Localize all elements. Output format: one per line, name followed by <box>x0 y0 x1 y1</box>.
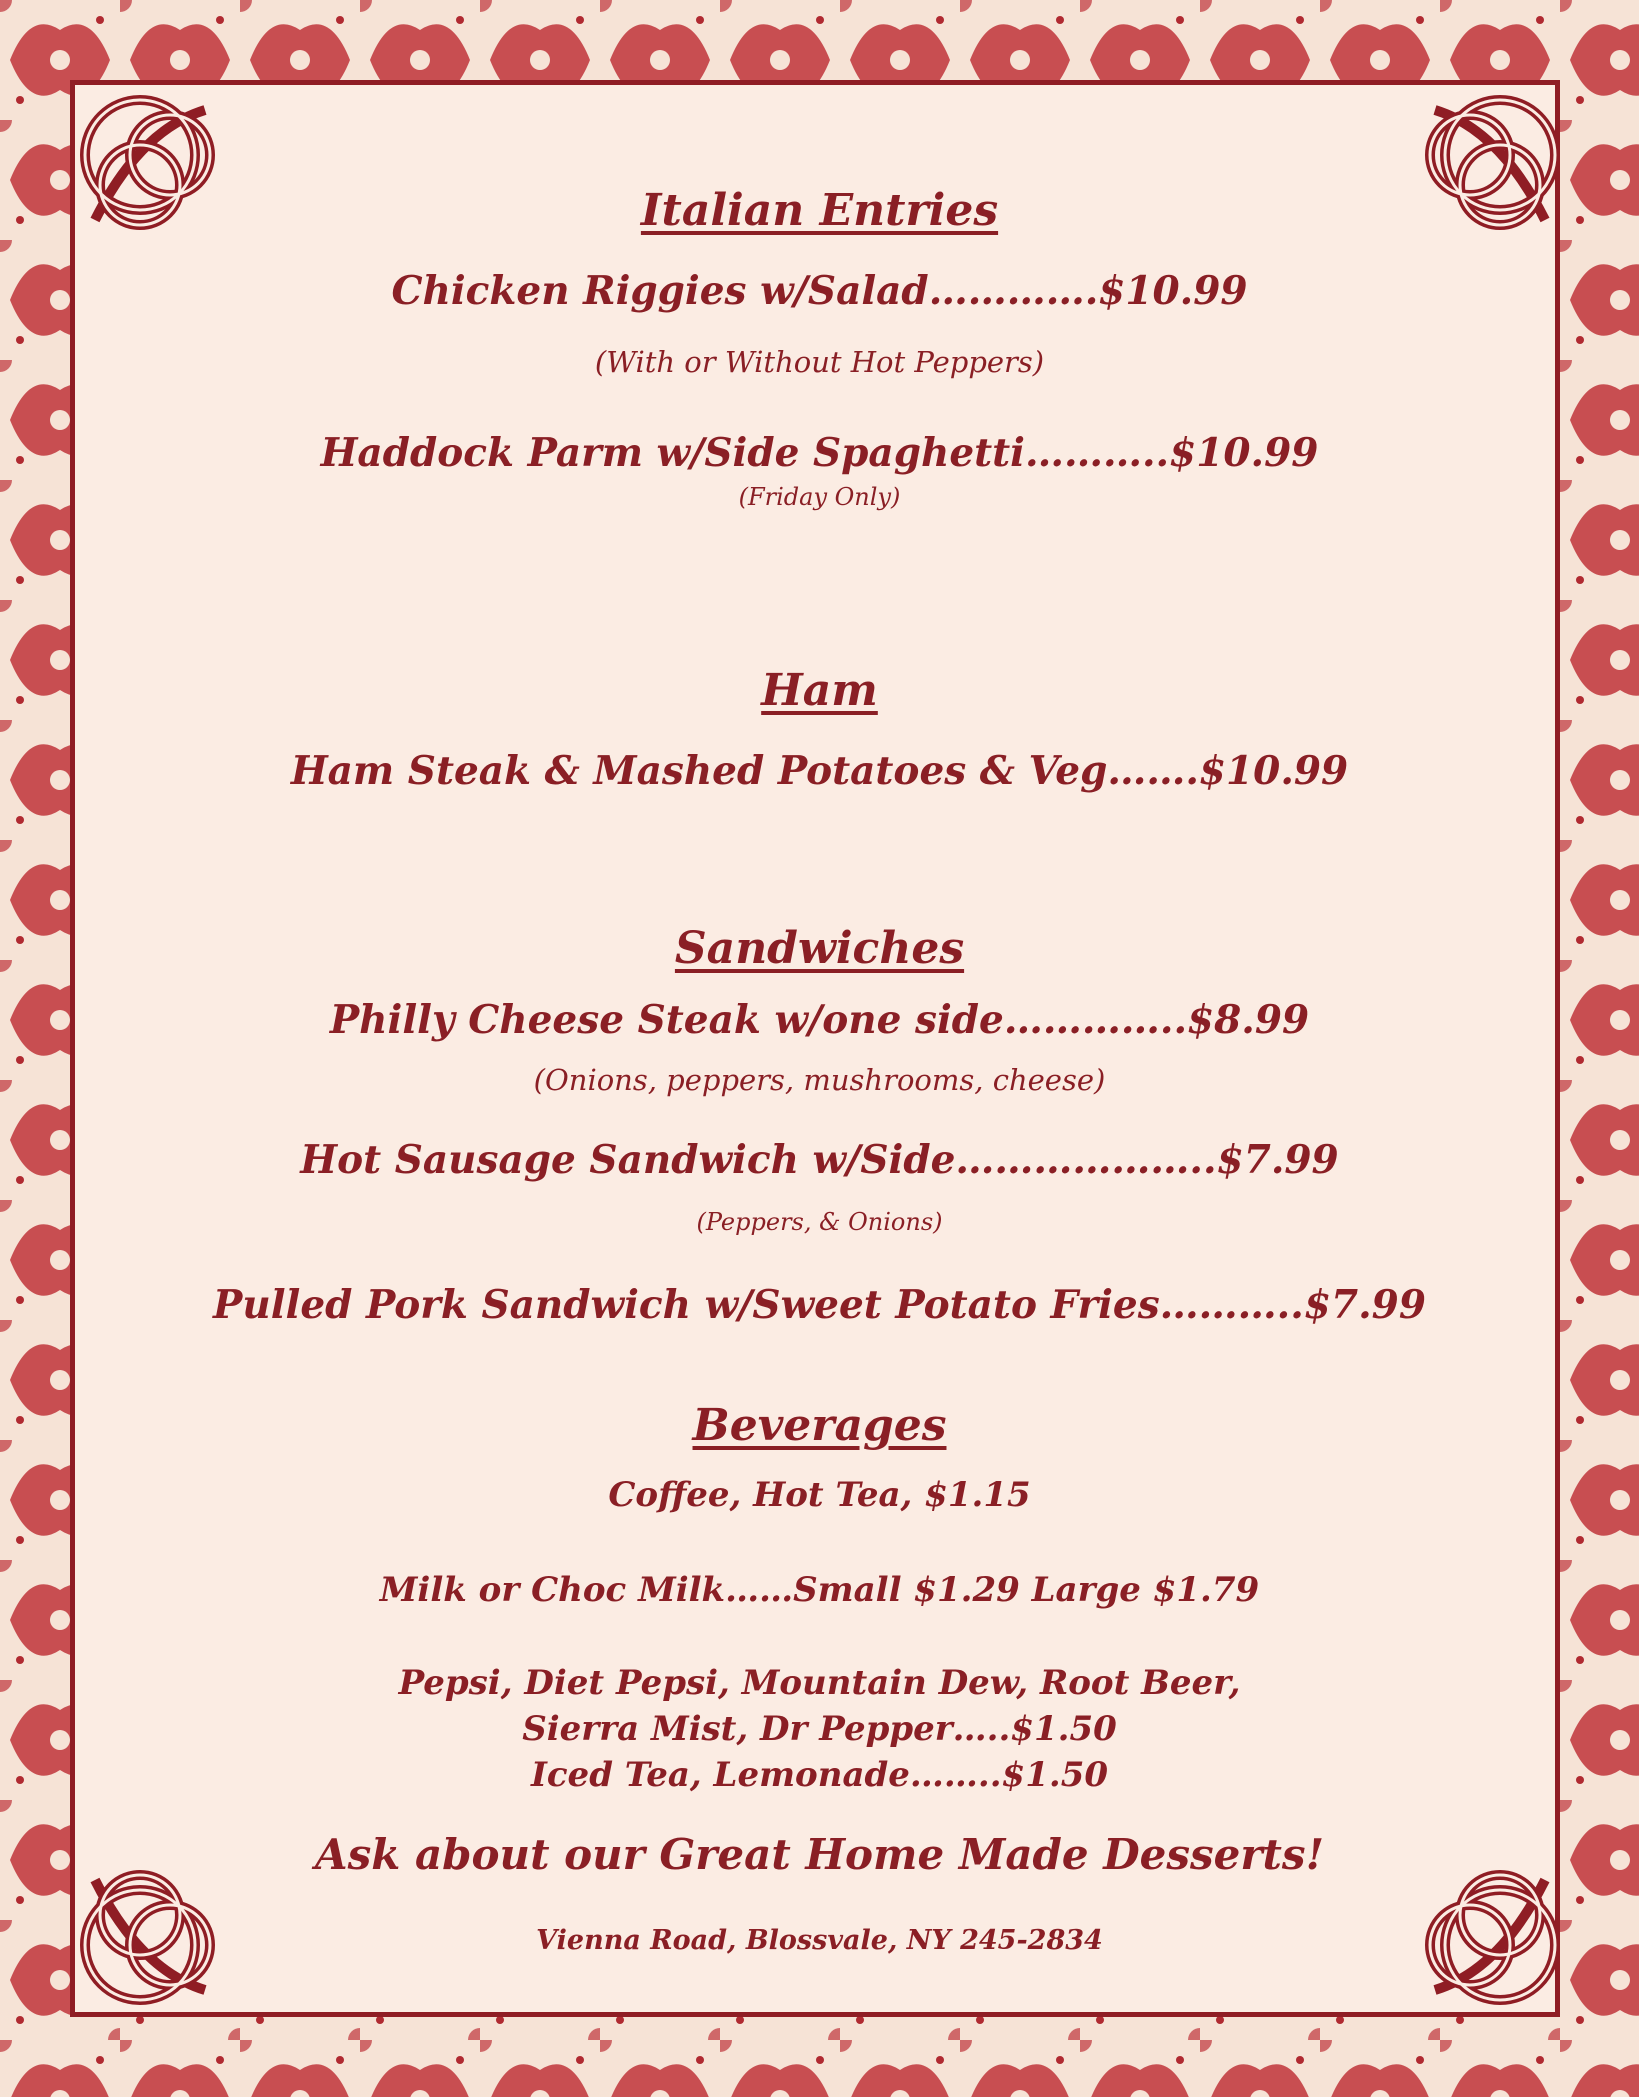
menu-item-note: (Friday Only) <box>738 483 901 511</box>
section-title-italian: Italian Entries <box>640 185 999 236</box>
beverage-sodas-price: Sierra Mist, Dr Pepper…..$1.50 <box>522 1709 1117 1749</box>
section-title-sandwiches: Sandwiches <box>674 923 965 974</box>
menu-item-note: (With or Without Hot Peppers) <box>594 345 1045 379</box>
menu-item-haddock-parm: Haddock Parm w/Side Spaghetti………..$10.99 <box>320 430 1319 476</box>
section-title-ham: Ham <box>761 665 878 716</box>
menu-item-chicken-riggies: Chicken Riggies w/Salad………….$10.99 <box>391 268 1248 314</box>
menu-item-hot-sausage: Hot Sausage Sandwich w/Side………………..$7.99 <box>300 1137 1339 1183</box>
beverage-milk: Milk or Choc Milk……Small $1.29 Large $1.79 <box>379 1570 1260 1610</box>
section-title-beverages: Beverages <box>692 1400 947 1451</box>
restaurant-address: Vienna Road, Blossvale, NY 245-2834 <box>536 1925 1103 1956</box>
menu-item-pulled-pork: Pulled Pork Sandwich w/Sweet Potato Fries………..$7.99 <box>213 1282 1426 1328</box>
desserts-callout: Ask about our Great Home Made Desserts! <box>314 1830 1325 1879</box>
menu-item-ham-steak: Ham Steak & Mashed Potatoes & Veg…….$10.99 <box>290 748 1349 794</box>
menu-item-note: (Onions, peppers, mushrooms, cheese) <box>533 1063 1106 1097</box>
beverage-sodas: Pepsi, Diet Pepsi, Mountain Dew, Root Beer, <box>398 1663 1241 1703</box>
menu-item-note: (Peppers, & Onions) <box>696 1208 943 1236</box>
beverage-iced-tea: Iced Tea, Lemonade……..$1.50 <box>530 1755 1109 1795</box>
beverage-coffee-tea: Coffee, Hot Tea, $1.15 <box>608 1475 1031 1515</box>
menu-item-philly-cheese-steak: Philly Cheese Steak w/one side…………..$8.99 <box>329 997 1310 1043</box>
